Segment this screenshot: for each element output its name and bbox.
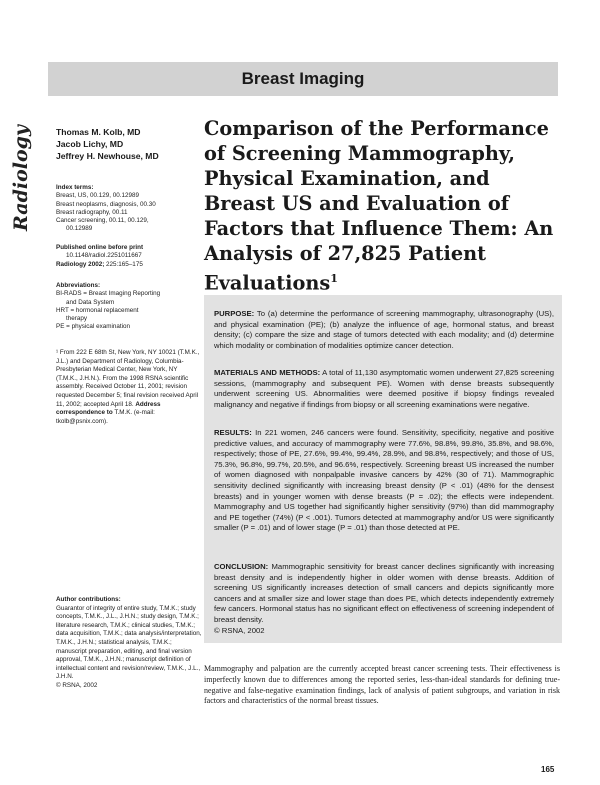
title-text: Comparison of the Performance of Screening Mammography, Physical Examination, and Breast US and Evaluation of Factors that Influence Them: An Analysis of 27,825 Patient Evaluations <box>204 117 554 295</box>
introduction-paragraph: Mammography and palpation are the currently accepted breast cancer screening tests. Their effectiveness is imperfectly known due to differences among the reported series, less-than-ideal standards for defining true-negative and false-negative examination findings, lack of analysis of patient subgroups, and variation in risk factors and characteristics of the normal breast tissues. <box>204 664 560 706</box>
section-header <box>48 62 558 96</box>
abbreviation: BI-RADS = Breast Imaging Reporting <box>56 290 161 298</box>
footnote-text: ¹ From 222 E 68th St, New York, NY 10021 (T.M.K., J.L.) and Department of Radiology, Columbia-Presbyterian Medical Center, New York, NY (T.M.K., J.H.N.). From the 1998 RSNA scientific assembly. Received October 11, 2001; revision requested December 5; final revision received April 11, 2002; accepted April 18. <box>56 349 200 408</box>
methods-label: MATERIALS AND METHODS: <box>214 368 321 377</box>
abstract-copyright: © RSNA, 2002 <box>214 625 265 635</box>
citation-label: Radiology 2002; <box>56 260 105 268</box>
methods-text: A total of 11,130 asymptomatic women underwent 27,825 screening sessions, (mammography and subsequent PE). Women with dense breasts subsequently underwent screening US. Abnormalities were deemed positive if biopsy findings revealed malignancy and negative if findings from biopsy or all screening examinations were negative. <box>214 368 554 409</box>
citation-value: 225:165–175 <box>106 260 143 268</box>
index-terms <box>56 184 202 234</box>
section-label: Breast Imaging <box>241 69 365 88</box>
published-online-label: Published online before print <box>56 244 144 251</box>
contributions-text: Guarantor of integrity of entire study, T.M.K.; study concepts, T.M.K., J.L., J.H.N.; study design, T.M.K.; literature research, T.M.K.; clinical studies, T.M.K.; data acquisition, T.M.K.; data analysis/interpretation, T.M.K., J.H.N.; statistical analysis, T.M.K.; manuscript preparation, editing, and final version approval, T.M.K., J.H.N.; manuscript definition of intellectual content and revision/review, T.M.K., J.L., J.H.N. <box>56 604 202 681</box>
page-number: 165 <box>541 765 555 774</box>
index-term: Breast radiography, 00.11 <box>56 208 128 216</box>
journal-name-vertical <box>6 118 36 238</box>
index-terms-heading: Index terms: <box>56 184 94 191</box>
abbreviation: and Data System <box>66 298 115 306</box>
abbreviations <box>56 282 202 332</box>
abstract-methods <box>214 368 554 410</box>
title-footnote-mark: 1 <box>330 272 338 285</box>
conclusion-text: Mammographic sensitivity for breast cancer declines significantly with increasing breast density and is independently higher in older women with dense breasts. Addition of screening US significantly increases detection of small cancers and depicts significantly more cancers and at smaller size and lower stage than does PE, which detects independently extremely few cancers. Hormonal status has no significant effect on effectiveness of screening independent of breast density. <box>214 562 554 624</box>
index-term: Cancer screening, 00.11, 00.129, <box>56 217 149 225</box>
abstract-purpose <box>214 309 554 351</box>
author-name: Jeffrey H. Newhouse, MD <box>56 151 159 161</box>
purpose-label: PURPOSE: <box>214 309 255 318</box>
index-term: Breast, US, 00.129, 00.12989 <box>56 192 139 200</box>
index-term: 00.12989 <box>66 225 93 233</box>
abbreviation: PE = physical examination <box>56 323 131 331</box>
abbreviation: therapy <box>66 315 88 323</box>
author-contributions <box>56 596 202 691</box>
abstract-results <box>214 428 554 534</box>
publication-info <box>56 244 202 269</box>
author-list <box>56 126 196 162</box>
contributions-heading: Author contributions: <box>56 596 121 603</box>
abbreviations-heading: Abbreviations: <box>56 282 101 289</box>
conclusion-label: CONCLUSION: <box>214 562 269 571</box>
journal-name: Radiology <box>10 125 32 231</box>
correspondence-text: T.M.K. (e-mail: tkolb@psnix.com). <box>56 409 155 425</box>
purpose-text: To (a) determine the performance of screening mammography, ultrasonography (US), and physical examination (PE); (b) analyze the influence of age, hormonal status, and breast density; (c) compare the size and stage of tumors detected with each modality; and (d) determine which modality or combination of modalities optimize cancer detection. <box>214 309 555 350</box>
affiliation-footnote <box>56 349 200 426</box>
doi: 10.1148/radiol.2251011667 <box>66 252 142 260</box>
results-label: RESULTS: <box>214 428 252 437</box>
article-title <box>204 116 564 295</box>
index-term: Breast neoplasms, diagnosis, 00.30 <box>56 200 156 208</box>
abstract-conclusion <box>214 562 554 636</box>
author-name: Thomas M. Kolb, MD <box>56 127 141 137</box>
contributions-copyright: © RSNA, 2002 <box>56 681 98 689</box>
results-text: In 221 women, 246 cancers were found. Sensitivity, specificity, negative and positive predictive values, and accuracy of mammography were 77.6%, 98.8%, 99.8%, 35.8%, and 98.6%, respectively; those of PE, 27.6%, 99.4%, 99.4%, 28.9%, and 98.8%, respectively; and those of US, 75.3%, 96.8%, 99.7%, 20.5%, and 96.6%, respectively. Screening breast US increased the number of women diagnosed with nonpalpable invasive cancers by 42% (30 of 71). Mammographic sensitivity declined significantly with increasing breast density (P < .01) (48% for the densest breasts) and in younger women with dense breasts (P = .02); the effects were independent. Mammography and US together had significantly higher sensitivity (97%) than did mammography and PE together (74%) (P < .001). Tumors detected at mammography and/or US were significantly smaller (P = .01) and of lower stage (P = .01) than those detected at PE. <box>214 428 554 533</box>
abbreviation: HRT = hormonal replacement <box>56 306 139 314</box>
author-name: Jacob Lichy, MD <box>56 139 124 149</box>
correspondence-label: Address correspondence to <box>56 400 161 417</box>
